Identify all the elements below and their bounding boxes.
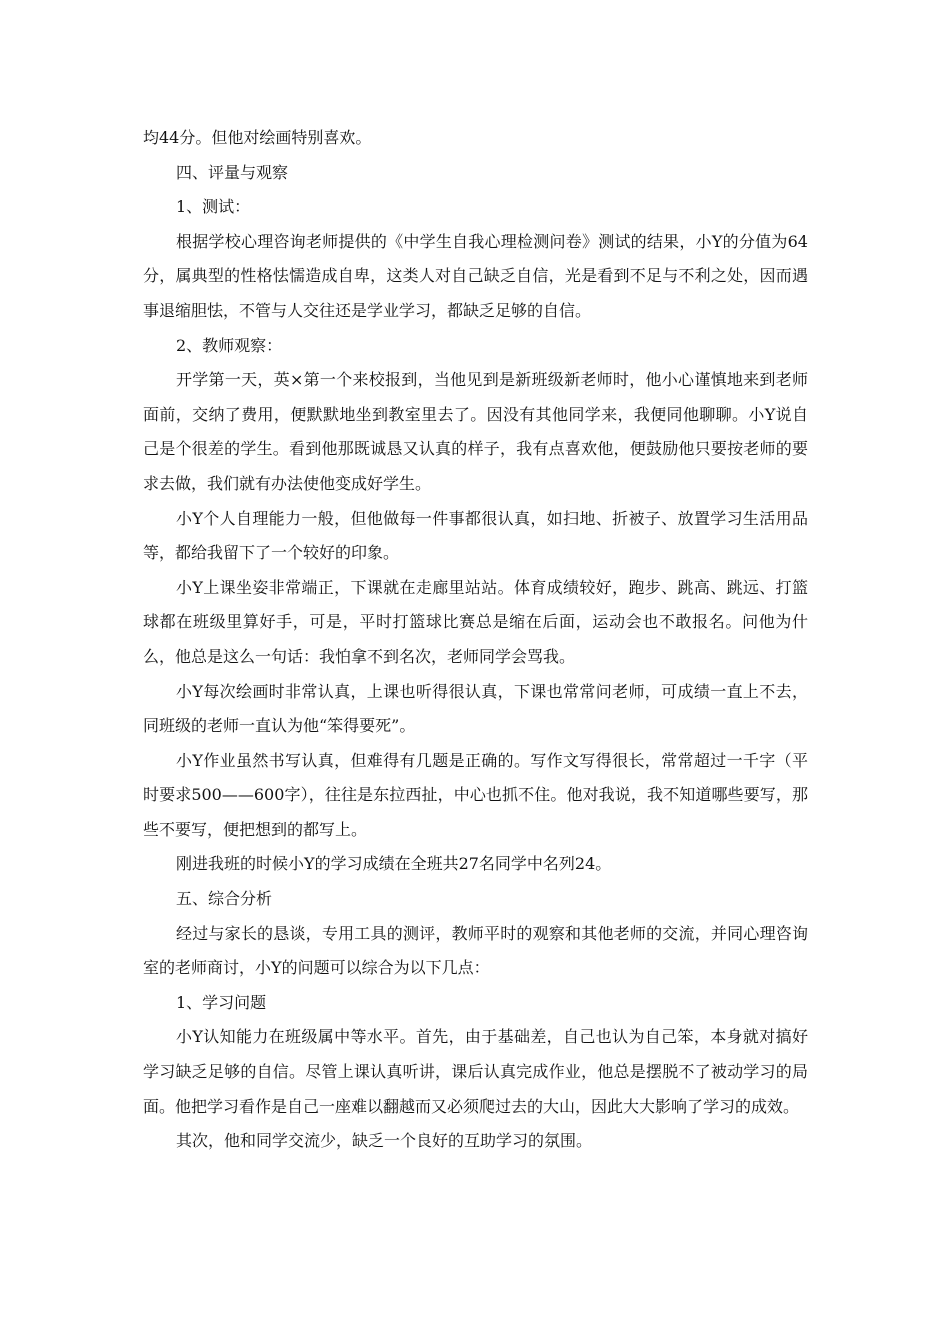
paragraph-sports: 小Y上课坐姿非常端正，下课就在走廊里站站。体育成绩较好，跑步、跳高、跳远、打篮球都在班级里算好手，可是，平时打篮球比赛总是缩在后面，运动会也不敢报名。问他为什么，他总是这么一句话：我怕拿不到名次，老师同学会骂我。 — [143, 577, 808, 666]
subheading-learning-problem: 1、学习问题 — [176, 992, 267, 1012]
subheading-test: 1、测试： — [176, 197, 251, 217]
paragraph-first-day: 开学第一天，英×第一个来校报到，当他见到是新班级新老师时，他小心谨慎地来到老师面前，交纳了费用，便默默地坐到教室里去了。因没有其他同学来，我便同他聊聊。小Y说自己是个很差的学生。看到他那既诚恳又认真的样子，我有点喜欢他，便鼓励他只要按老师的要求去做，我们就有办法使他变成好学生。 — [143, 370, 808, 493]
paragraph-homework: 小Y作业虽然书写认真，但难得有几题是正确的。写作文写得很长，常常超过一千字（平时要求500——600字），往往是东拉西扯，中心也抓不住。他对我说，我不知道哪些要写，那些不要写，便把想到的都写上。 — [143, 750, 808, 839]
section-heading-analysis: 五、综合分析 — [176, 889, 273, 909]
document-body — [143, 121, 808, 1159]
paragraph-peer-communication: 其次，他和同学交流少，缺乏一个良好的互助学习的氛围。 — [176, 1131, 593, 1151]
paragraph-test-result: 根据学校心理咨询老师提供的《中学生自我心理检测问卷》测试的结果，小Y的分值为64分，属典型的性格怯懦造成自卑，这类人对自己缺乏自信，光是看到不足与不利之处，因而遇事退缩胆怯，不管与人交往还是学业学习，都缺乏足够的自信。 — [143, 231, 808, 320]
paragraph-continuation: 均44分。但他对绘画特别喜欢。 — [143, 128, 372, 147]
subheading-teacher-observation: 2、教师观察： — [176, 335, 283, 355]
paragraph-class-rank: 刚进我班的时候小Y的学习成绩在全班共27名同学中名列24。 — [176, 854, 612, 874]
paragraph-self-care: 小Y个人自理能力一般，但他做每一件事都很认真，如扫地、折被子、放置学习生活用品等，都给我留下了一个较好的印象。 — [143, 508, 808, 563]
paragraph-learning-problem: 小Y认知能力在班级属中等水平。首先，由于基础差，自己也认为自己笨，本身就对搞好学习缺乏足够的自信。尽管上课认真听讲，课后认真完成作业，他总是摆脱不了被动学习的局面。他把学习看作是自己一座难以翻越而又必须爬过去的大山，因此大大影响了学习的成效。 — [143, 1027, 808, 1116]
paragraph-drawing: 小Y每次绘画时非常认真，上课也听得很认真，下课也常常问老师，可成绩一直上不去，同班级的老师一直认为他“笨得要死”。 — [143, 681, 808, 736]
section-heading-assessment: 四、评量与观察 — [176, 162, 289, 182]
paragraph-analysis-intro: 经过与家长的恳谈，专用工具的测评，教师平时的观察和其他老师的交流，并同心理咨询室的老师商讨，小Y的问题可以综合为以下几点： — [143, 923, 808, 978]
